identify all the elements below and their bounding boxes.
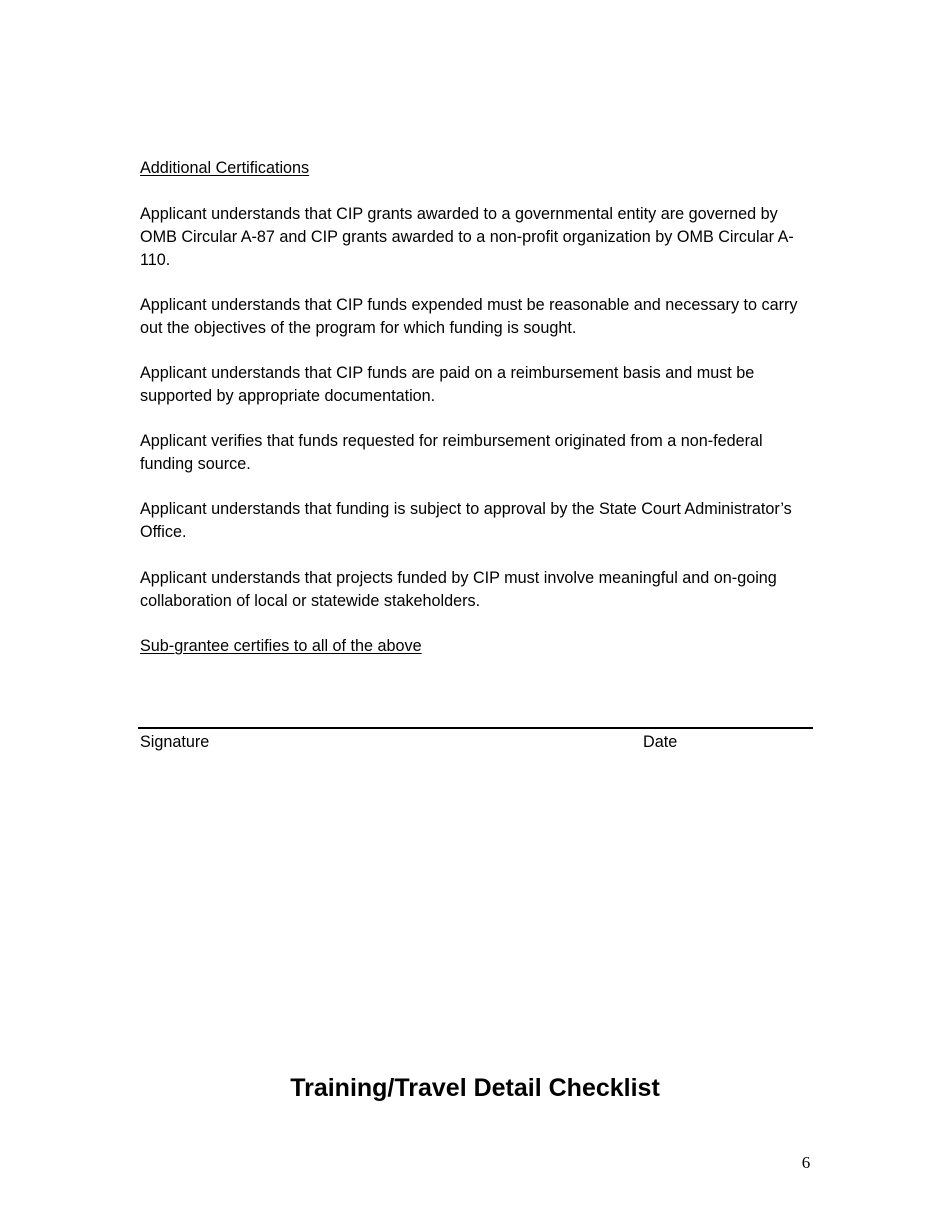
signature-label: Signature bbox=[140, 733, 210, 751]
certification-paragraph-2: Applicant understands that CIP funds expended must be reasonable and necessary to carry out the objectives of the program for which funding is sought. bbox=[140, 296, 798, 337]
page-number: 6 bbox=[801, 1153, 811, 1172]
next-section-title: Training/Travel Detail Checklist bbox=[290, 1074, 660, 1102]
certification-paragraph-4: Applicant verifies that funds requested for reimbursement originated from a non-federal funding source. bbox=[140, 432, 763, 473]
certification-paragraph-5: Applicant understands that funding is subject to approval by the State Court Administrator’s Office. bbox=[140, 500, 792, 541]
section-heading: Additional Certifications bbox=[140, 159, 310, 177]
signature-line bbox=[138, 727, 813, 729]
certification-statement: Sub-grantee certifies to all of the above bbox=[140, 637, 422, 655]
date-label: Date bbox=[643, 733, 678, 751]
certification-paragraph-6: Applicant understands that projects funded by CIP must involve meaningful and on-going collaboration of local or statewide stakeholders. bbox=[140, 569, 777, 610]
certification-paragraph-3: Applicant understands that CIP funds are paid on a reimbursement basis and must be supported by appropriate documentation. bbox=[140, 364, 755, 405]
certification-paragraph-1: Applicant understands that CIP grants awarded to a governmental entity are governed by OMB Circular A-87 and CIP grants awarded to a non-profit organization by OMB Circular A-110. bbox=[140, 205, 794, 269]
